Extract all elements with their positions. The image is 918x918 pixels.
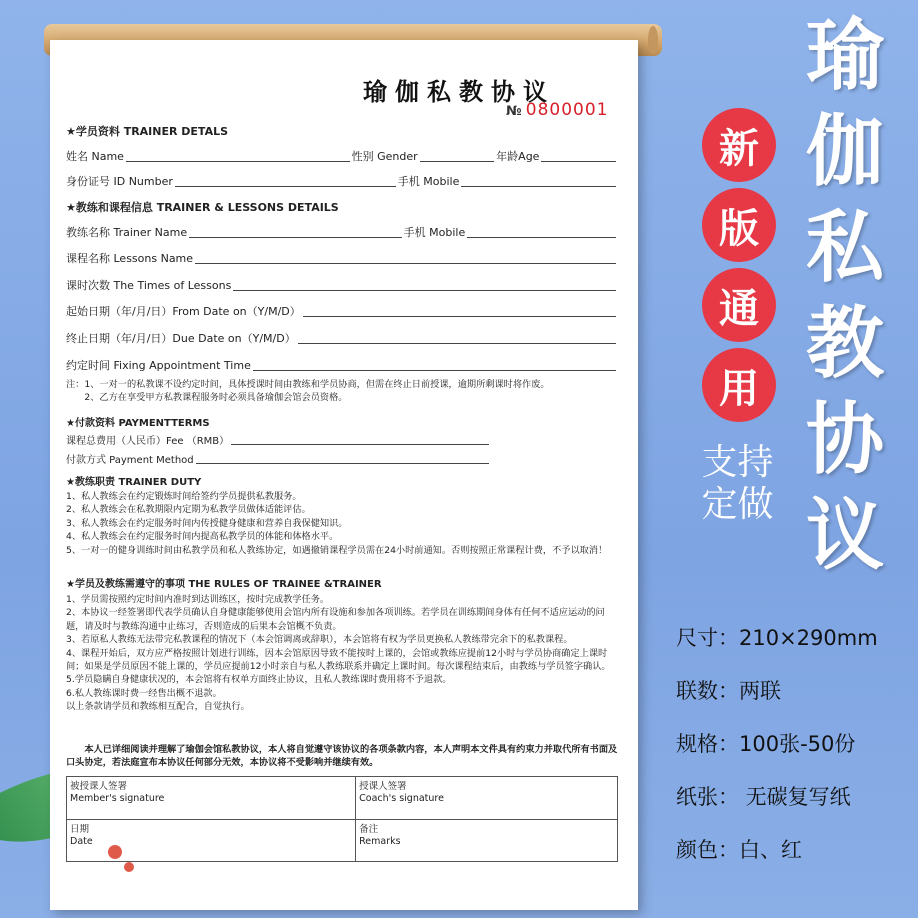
promo-big-title: 瑜 伽 私 教 协 议	[805, 10, 884, 581]
section-trainer-duty: ★教练职责 TRAINER DUTY	[66, 477, 202, 488]
rules-list: 1、学员需按照约定时间内准时到达训练区，按时完成教学任务。 2、本协议一经签署即代表学员确认自身健康能够使用会馆内所有设施和参加各项训练。若学员在训练期间身体有任何不适应运动的问题，请及时与教练沟通中止练习，否则造成的后果本会馆概不负责。 3、若原私人教练无法带完私教课程的情况下（本会馆调离或辞职），本会馆将有权为学员更换私人教练带完余下的私教课程。 4、课程开始后，双方应严格按照计划进行训练，因本会馆原因导致不能按时上课的，会馆或教练应提前12小时与学员协商确定上课时间；如果是学员原因不能上课的，学员应提前12小时亲自与私人教练联系并确定上课时间。每次课程结束后，由教练与学员签字确认。 5.学员隐瞒自身健康状况的，本会馆将有权单方面终止协议，且私人教练课时费用将不予退款。 6.私人教练课时费一经售出概不退款。 以上条款请学员和教练相互配合，自觉执行。	[66, 594, 611, 713]
custom-made-label: 支持定做	[701, 442, 774, 525]
declaration: 本人已详细阅读并理解了瑜伽会馆私教协议，本人将自觉遵守该协议的各项条款内容，本人声明本文件具有约束力并取代所有书面及口头协定，若法庭宣布本协议任何部分无效，本协议将不受影响并继续有效。	[66, 744, 618, 769]
row-lessons: 课程名称 Lessons Name	[66, 250, 618, 266]
signature-table	[66, 776, 618, 862]
spec-quantity: 规格：100张-50份	[676, 732, 856, 756]
row-name: 姓名 Name 性别 Gender 年龄Age	[66, 148, 618, 164]
date-cell[interactable]: 日期 Date	[67, 819, 356, 862]
row-end-date: 终止日期（年/月/日）Due Date on（Y/M/D）	[66, 330, 618, 346]
member-signature-cell[interactable]: 被授课人签署 Member's signature	[67, 777, 356, 820]
badge-use: 用	[702, 348, 776, 422]
section-trainee-details: ★学员资料 TRAINER DETALS	[66, 125, 229, 138]
row-payment-method: 付款方式 Payment Method	[66, 451, 491, 466]
row-id: 身份证号 ID Number 手机 Mobile	[66, 173, 618, 189]
row-appointment: 约定时间 Fixing Appointment Time	[66, 357, 618, 373]
flower-decoration	[108, 845, 122, 859]
row-start-date: 起始日期（年/月/日）From Date on（Y/M/D）	[66, 303, 618, 319]
coach-signature-cell[interactable]: 授课人签署 Coach's signature	[356, 777, 618, 820]
spec-color: 颜色：白、红	[676, 838, 802, 862]
form-title: 瑜伽私教协议	[363, 77, 555, 106]
badge-general: 通	[702, 268, 776, 342]
section-rules: ★学员及教练需遵守的事项 THE RULES OF TRAINEE &TRAINER	[66, 579, 382, 590]
notes: 注：1、一对一的私教课不设约定时间，具体授课时间由教练和学员协商，但需在终止日前授课，逾期所剩课时将作废。 2、乙方在享受甲方私教课程服务时必须具备瑜伽会馆会员资格。	[66, 379, 550, 404]
remarks-cell[interactable]: 备注 Remarks	[356, 819, 618, 862]
serial-number: № 0800001	[506, 100, 609, 120]
row-fee: 课程总费用（人民币）Fee （RMB）	[66, 432, 491, 447]
row-trainer: 教练名称 Trainer Name 手机 Mobile	[66, 224, 618, 240]
spec-copies: 联数：两联	[676, 679, 781, 703]
badge-new: 新	[702, 108, 776, 182]
section-payment: ★付款资料 PAYMENTTERMS	[66, 418, 210, 429]
section-trainer-lessons: ★教练和课程信息 TRAINER & LESSONS DETAILS	[66, 201, 339, 214]
spec-paper: 纸张： 无碳复写纸	[676, 785, 851, 809]
badge-edition: 版	[702, 188, 776, 262]
duty-list: 1、私人教练会在约定锻炼时间给签约学员提供私教服务。 2、私人教练会在私教期限内定期为私教学员做体适能评估。 3、私人教练会在约定服务时间内传授健身健康和营养自我保健知识。 4、私人教练会在约定服务时间内提高私教学员的体能和体格水平。 5、一对一的健身训练时间由私教学员和私人教练协定，如遇撤销课程学员需在24小时前通知。否则按照正常课程计费，不予以取消！	[66, 491, 608, 556]
row-times: 课时次数 The Times of Lessons	[66, 277, 618, 293]
flower-decoration	[124, 862, 134, 872]
spec-size: 尺寸：210×290mm	[676, 626, 878, 650]
